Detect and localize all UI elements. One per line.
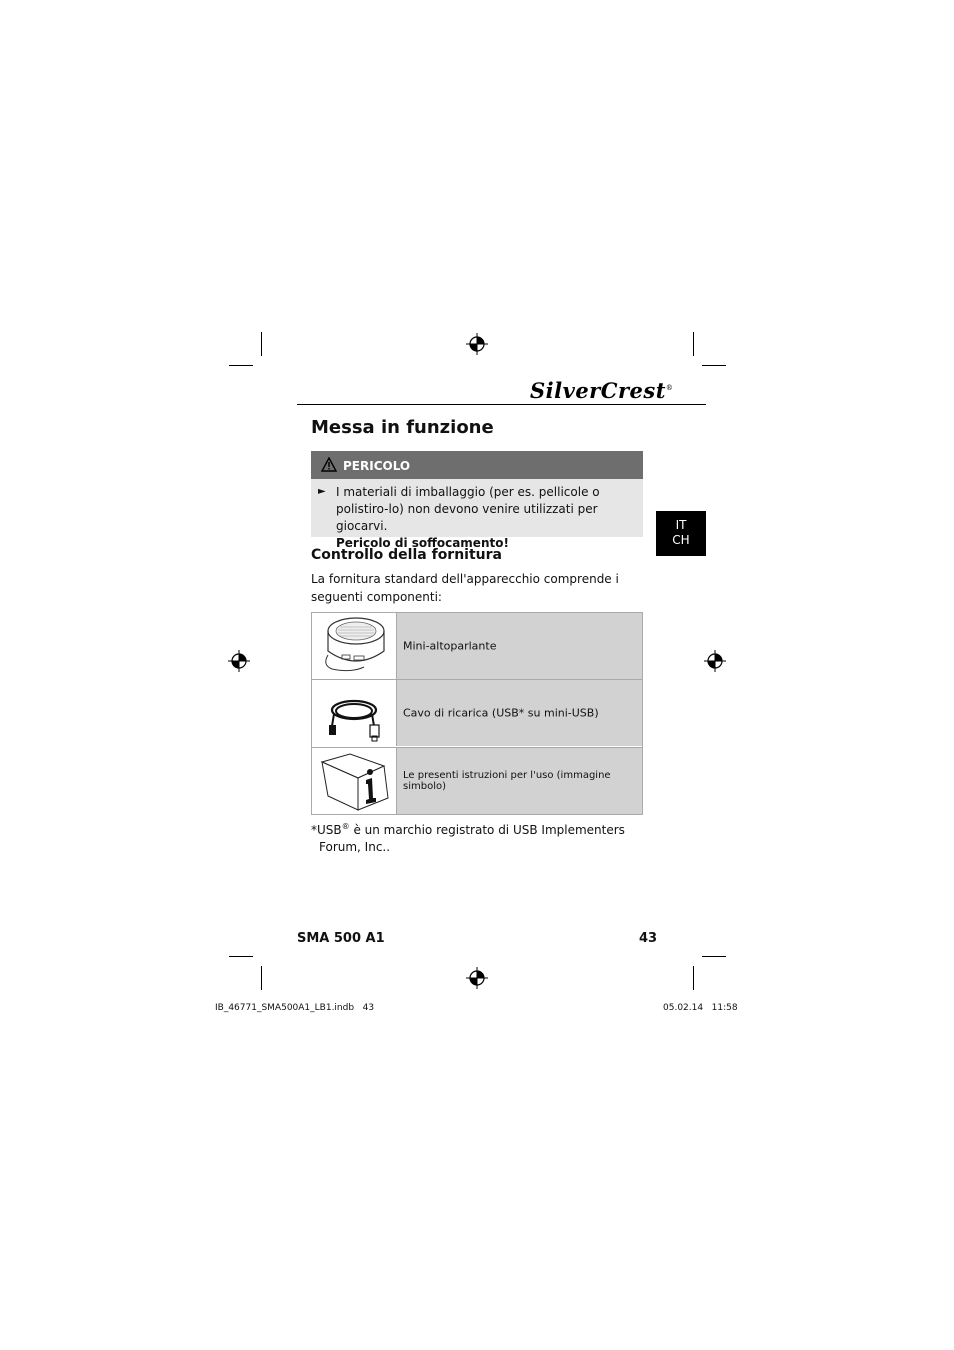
- warning-emphasis: Pericolo di soffocamento!: [336, 536, 509, 550]
- country-code: CH: [672, 533, 690, 547]
- header-rule: [297, 404, 706, 405]
- registration-mark-icon: [466, 333, 488, 355]
- warning-text: I materiali di imballaggio (per es. pellicole o polistiro-lo) non devono venire utilizzati per giocarvi.: [336, 485, 600, 533]
- footnote-text: è un marchio registrato di USB Implementers: [349, 823, 625, 837]
- crop-mark: [693, 966, 694, 990]
- model-number: SMA 500 A1: [297, 931, 385, 946]
- speaker-image: [312, 613, 397, 679]
- table-row: [312, 680, 642, 746]
- component-cell: [397, 613, 642, 679]
- manual-image: [312, 748, 397, 814]
- usb-cable-icon: [312, 680, 396, 746]
- brand-logo: SilverCrest®: [530, 378, 674, 403]
- crop-mark: [702, 956, 726, 957]
- intro-text: La fornitura standard dell'apparecchio comprende i seguenti componenti:: [311, 572, 619, 604]
- component-label: Mini-altoparlante: [403, 639, 497, 653]
- registration-mark-icon: [228, 650, 250, 672]
- table-row: [312, 613, 642, 679]
- components-table: [311, 612, 643, 815]
- component-label: Cavo di ricarica (USB* su mini-USB): [403, 706, 599, 720]
- footnote-text-continued: Forum, Inc..: [319, 840, 391, 854]
- bullet-arrow-icon: ►: [318, 486, 326, 497]
- registration-mark-icon: [704, 650, 726, 672]
- manual-icon: [312, 748, 396, 814]
- warning-header: [311, 451, 643, 479]
- crop-mark: [229, 365, 253, 366]
- crop-mark: [693, 332, 694, 356]
- language-code: IT: [675, 518, 687, 532]
- registration-mark-icon: [466, 967, 488, 989]
- warning-label: PERICOLO: [343, 459, 411, 473]
- warning-body: [311, 479, 643, 550]
- table-row: [312, 748, 642, 814]
- crop-mark: [702, 365, 726, 366]
- page-title: Messa in funzione: [311, 417, 494, 438]
- print-file-info: IB_46771_SMA500A1_LB1.indb 43: [215, 1003, 375, 1013]
- registered-mark: ®: [341, 822, 350, 831]
- section-heading: Controllo della fornitura: [311, 547, 502, 563]
- page-number: 43: [639, 931, 658, 946]
- warning-triangle-icon: [321, 457, 337, 472]
- print-date: 05.02.14 11:58: [663, 1003, 738, 1013]
- speaker-icon: [312, 613, 396, 679]
- crop-mark: [229, 956, 253, 957]
- crop-mark: [261, 966, 262, 990]
- footnote: [311, 818, 631, 856]
- component-cell: [397, 748, 642, 814]
- footnote-prefix: *USB: [311, 823, 342, 837]
- component-label: Le presenti istruzioni per l'uso (immagine simbolo): [403, 770, 611, 792]
- cable-image: [312, 680, 397, 746]
- language-tab: [656, 511, 706, 556]
- crop-mark: [261, 332, 262, 356]
- component-cell: [397, 680, 642, 746]
